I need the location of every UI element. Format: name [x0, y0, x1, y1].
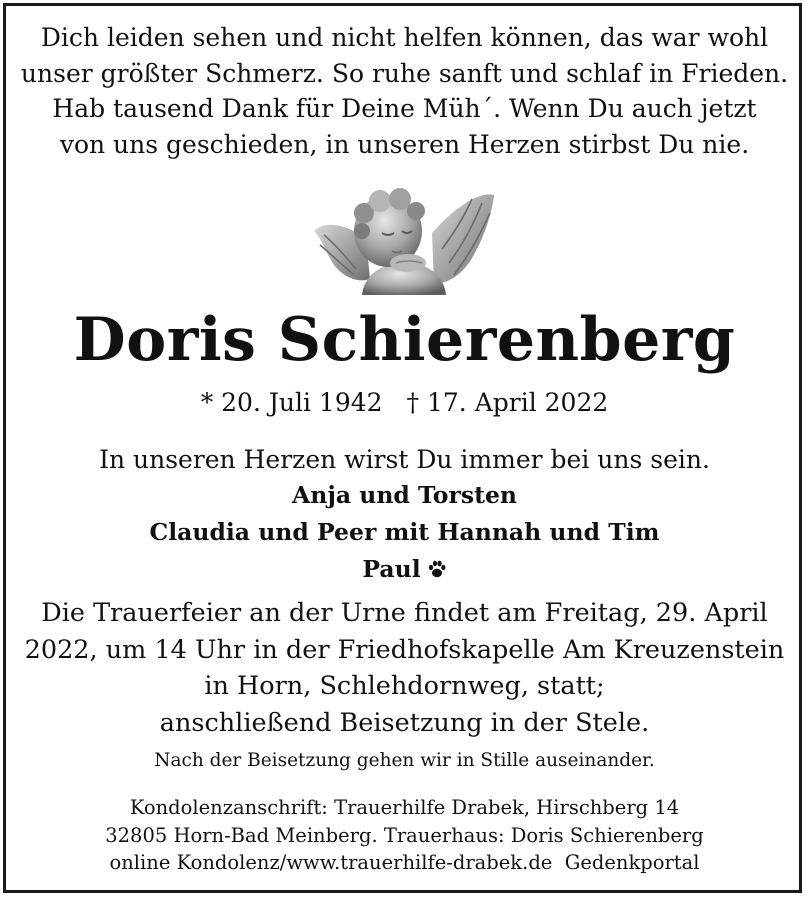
poem-line: unser größter Schmerz. So ruhe sanft und schlaf in Frieden. — [20, 58, 789, 88]
paw-icon — [427, 551, 447, 591]
footer-line: online Kondolenz/www.trauerhilfe-drabek.de Gedenkportal — [109, 851, 700, 874]
pet-name: Paul — [362, 555, 421, 583]
death-date: † 17. April 2022 — [406, 388, 609, 417]
service-details — [0, 595, 809, 741]
poem-line: Dich leiden sehen und nicht helfen können, das war wohl — [40, 23, 769, 52]
mourner-line: Claudia und Peer mit Hannah und Tim — [149, 518, 660, 546]
service-line: in Horn, Schlehdornweg, statt; — [204, 671, 605, 701]
mourner-line-pet — [0, 549, 809, 591]
memorial-poem — [0, 20, 809, 162]
service-line: anschließend Beisetzung in der Stele. — [159, 707, 650, 738]
service-line: Die Trauerfeier an der Urne findet am Freitag, 29. April — [41, 598, 768, 628]
life-dates — [0, 386, 809, 420]
silence-note: Nach der Beisetzung gehen wir in Stille auseinander. — [154, 750, 655, 771]
footer-line: Kondolenzanschrift: Trauerhilfe Drabek, Hirschberg 14 — [129, 796, 680, 819]
condolence-footer — [0, 794, 809, 877]
service-line: 2022, um 14 Uhr in der Friedhofskapelle Am Kreuzenstein — [24, 634, 785, 665]
memorial-motto: In unseren Herzen wirst Du immer bei uns sein. — [99, 445, 710, 474]
angel-image — [304, 183, 504, 308]
deceased-name: Doris Schierenberg — [73, 305, 736, 375]
poem-line: von uns geschieden, in unseren Herzen stirbst Du nie. — [59, 129, 750, 159]
birth-date: * 20. Juli 1942 — [200, 388, 383, 417]
footer-line: 32805 Horn-Bad Meinberg. Trauerhaus: Doris Schierenberg — [105, 823, 704, 847]
poem-line: Hab tausend Dank für Deine Müh´. Wenn Du auch jetzt — [52, 94, 757, 123]
angel-icon — [304, 183, 504, 308]
mourner-line: Anja und Torsten — [292, 481, 517, 509]
